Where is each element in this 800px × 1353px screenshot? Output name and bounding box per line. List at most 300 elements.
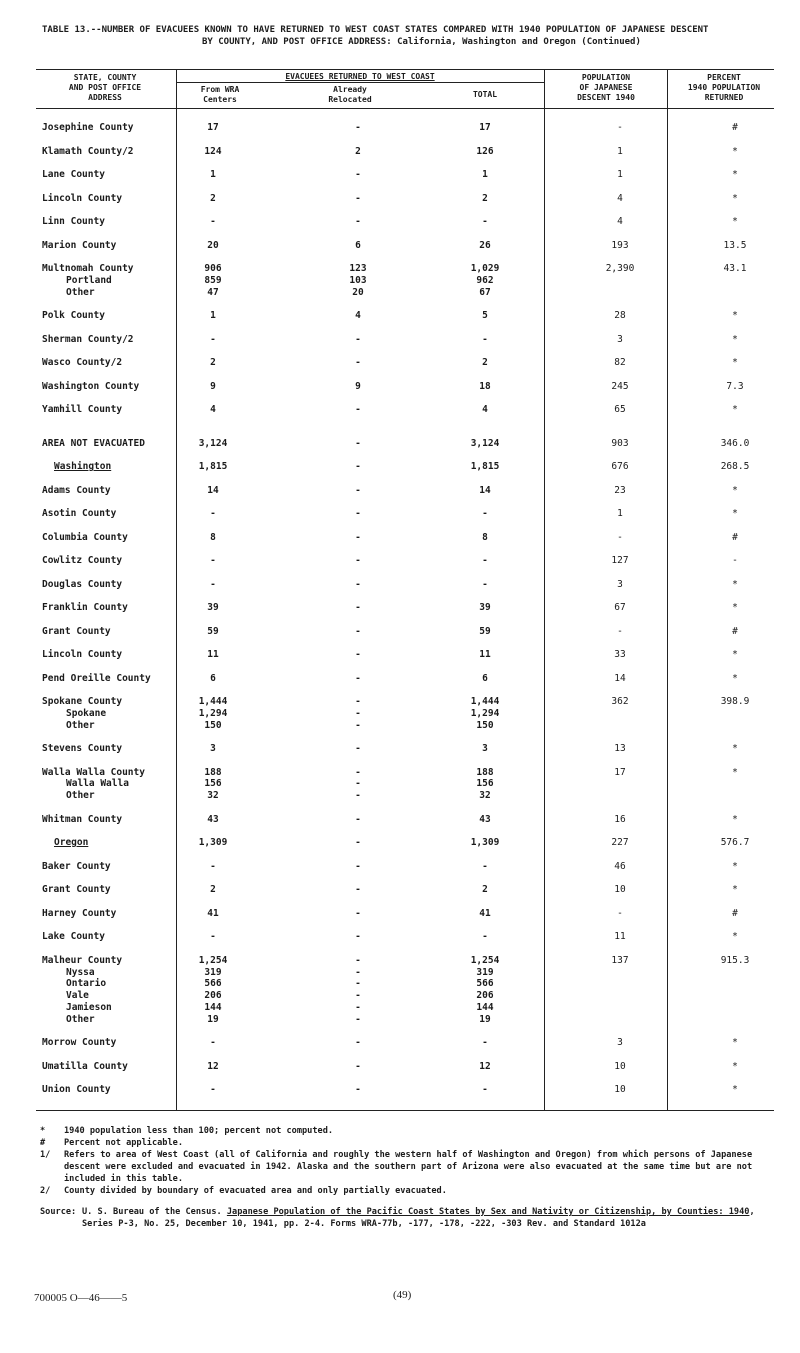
row-label: Cowlitz County xyxy=(42,555,123,566)
cell-from-wra: 3 xyxy=(210,743,216,754)
title-line-1: TABLE 13.--NUMBER OF EVACUEES KNOWN TO HAVE RETURNED TO WEST COAST STATES COMPARED WITH 1940 POPULATION OF JAPANESE DESCENT xyxy=(42,25,709,35)
cell-total: 1 xyxy=(482,169,488,180)
header-total: TOTAL xyxy=(472,90,498,99)
cell-from-wra: 1,309 xyxy=(198,837,228,848)
cell-population-1940: 1 xyxy=(617,169,623,180)
row-label: Umatilla County xyxy=(42,1061,128,1072)
header-already-relocated xyxy=(300,85,400,105)
cell-total: 1,815 xyxy=(470,461,500,472)
row-label: Harney County xyxy=(42,908,117,919)
cell-from-wra: 188 xyxy=(204,767,222,778)
cell-from-wra: 150 xyxy=(204,720,222,731)
header-line: Relocated xyxy=(328,95,372,104)
footnote xyxy=(40,1185,780,1197)
cell-percent-returned: # xyxy=(732,908,738,919)
cell-percent-returned: # xyxy=(732,532,738,543)
cell-total: 8 xyxy=(482,532,488,543)
print-code: 700005 O—46——5 xyxy=(34,1292,128,1304)
cell-already-relocated: 123 xyxy=(349,263,367,274)
cell-from-wra: 156 xyxy=(204,778,222,789)
cell-already-relocated: - xyxy=(355,626,361,637)
cell-already-relocated: - xyxy=(355,884,361,895)
row-label: Marion County xyxy=(42,240,117,251)
cell-from-wra: 20 xyxy=(207,240,219,251)
header-line: RETURNED xyxy=(704,93,744,102)
row-label: Washington xyxy=(54,461,112,472)
row-label: Whitman County xyxy=(42,814,123,825)
cell-population-1940: 245 xyxy=(611,381,629,392)
cell-from-wra: 319 xyxy=(204,967,222,978)
cell-from-wra: - xyxy=(210,334,216,345)
cell-population-1940: 17 xyxy=(614,767,626,778)
row-label: Other xyxy=(66,720,95,731)
row-label: Grant County xyxy=(42,884,111,895)
row-label: Lane County xyxy=(42,169,105,180)
cell-total: - xyxy=(482,579,488,590)
cell-already-relocated: - xyxy=(355,438,361,449)
cell-percent-returned: * xyxy=(732,169,738,180)
header-line: STATE, COUNTY xyxy=(73,73,137,82)
cell-total: 962 xyxy=(476,275,494,286)
cell-from-wra: 3,124 xyxy=(198,438,228,449)
header-line: Already xyxy=(333,85,367,94)
cell-total: 6 xyxy=(482,673,488,684)
header-percent xyxy=(669,73,779,103)
cell-percent-returned: * xyxy=(732,485,738,496)
cell-from-wra: 9 xyxy=(210,381,216,392)
cell-from-wra: 206 xyxy=(204,990,222,1001)
row-label: Pend Oreille County xyxy=(42,673,151,684)
cell-already-relocated: - xyxy=(355,720,361,731)
cell-percent-returned: * xyxy=(732,334,738,345)
cell-percent-returned: - xyxy=(732,555,738,566)
cell-total: 67 xyxy=(479,287,491,298)
cell-total: 18 xyxy=(479,381,491,392)
cell-already-relocated: - xyxy=(355,461,361,472)
cell-already-relocated: - xyxy=(355,404,361,415)
header-population xyxy=(546,73,666,103)
cell-population-1940: 3 xyxy=(617,1037,623,1048)
cell-total: 206 xyxy=(476,990,494,1001)
row-label: Asotin County xyxy=(42,508,117,519)
cell-total: 1,309 xyxy=(470,837,500,848)
source-pre: U. S. Bureau of the Census. xyxy=(82,1207,227,1217)
cell-percent-returned: * xyxy=(732,357,738,368)
header-line: 1940 POPULATION xyxy=(687,83,761,92)
source-text xyxy=(40,1206,780,1230)
cell-already-relocated: - xyxy=(355,334,361,345)
cell-percent-returned: # xyxy=(732,122,738,133)
cell-total: 3,124 xyxy=(470,438,500,449)
cell-already-relocated: - xyxy=(355,790,361,801)
cell-total: 156 xyxy=(476,778,494,789)
cell-from-wra: 906 xyxy=(204,263,222,274)
row-label: Adams County xyxy=(42,485,111,496)
cell-already-relocated: - xyxy=(355,673,361,684)
cell-population-1940: - xyxy=(617,626,623,637)
row-label: Morrow County xyxy=(42,1037,117,1048)
cell-total: - xyxy=(482,861,488,872)
cell-total: 14 xyxy=(479,485,491,496)
cell-percent-returned: * xyxy=(732,404,738,415)
cell-population-1940: 10 xyxy=(614,1061,626,1072)
header-line: Centers xyxy=(203,95,237,104)
cell-percent-returned: 915.3 xyxy=(720,955,750,966)
column-divider-2 xyxy=(544,69,545,1110)
cell-population-1940: 67 xyxy=(614,602,626,613)
cell-total: - xyxy=(482,1037,488,1048)
footnote-symbol: 2/ xyxy=(40,1186,51,1196)
cell-from-wra: - xyxy=(210,861,216,872)
cell-already-relocated: - xyxy=(355,485,361,496)
header-group: EVACUEES RETURNED TO WEST COAST xyxy=(285,72,435,81)
cell-from-wra: 2 xyxy=(210,193,216,204)
cell-percent-returned: # xyxy=(732,626,738,637)
cell-total: 1,254 xyxy=(470,955,500,966)
cell-percent-returned: * xyxy=(732,861,738,872)
row-label: Union County xyxy=(42,1084,111,1095)
row-label: Sherman County/2 xyxy=(42,334,134,345)
cell-already-relocated: 20 xyxy=(352,287,364,298)
cell-percent-returned: 268.5 xyxy=(720,461,750,472)
cell-population-1940: 10 xyxy=(614,1084,626,1095)
cell-already-relocated: - xyxy=(355,555,361,566)
cell-from-wra: 6 xyxy=(210,673,216,684)
footnote-symbol: # xyxy=(40,1138,46,1148)
header-bottom-rule xyxy=(36,108,774,109)
cell-population-1940: 362 xyxy=(611,696,629,707)
footnote-symbol: 1/ xyxy=(40,1150,51,1160)
cell-population-1940: - xyxy=(617,122,623,133)
cell-already-relocated: 9 xyxy=(355,381,361,392)
cell-from-wra: 41 xyxy=(207,908,219,919)
cell-population-1940: 1 xyxy=(617,146,623,157)
cell-percent-returned: * xyxy=(732,1037,738,1048)
cell-population-1940: 193 xyxy=(611,240,629,251)
cell-from-wra: 8 xyxy=(210,532,216,543)
source-title: Japanese Population of the Pacific Coast States by Sex and Nativity or Citizenship, by Counties: 1940 xyxy=(226,1207,750,1217)
cell-from-wra: 14 xyxy=(207,485,219,496)
cell-total: 19 xyxy=(479,1014,491,1025)
cell-total: - xyxy=(482,1084,488,1095)
cell-population-1940: 903 xyxy=(611,438,629,449)
cell-already-relocated: - xyxy=(355,861,361,872)
cell-from-wra: 1,294 xyxy=(198,708,228,719)
cell-from-wra: 1,815 xyxy=(198,461,228,472)
footnote xyxy=(40,1149,780,1185)
cell-already-relocated: - xyxy=(355,1002,361,1013)
footnote-symbol: * xyxy=(40,1126,46,1136)
cell-percent-returned: * xyxy=(732,310,738,321)
cell-percent-returned: 43.1 xyxy=(723,263,747,274)
table-bottom-rule xyxy=(36,1110,774,1111)
source-post: , Series P-3, No. 25, December 10, 1941, pp. 2-4. Forms WRA-77b, -177, -178, -222, -303 Rev. and Standard 1012a xyxy=(82,1207,755,1229)
row-label: Lincoln County xyxy=(42,649,123,660)
cell-total: 11 xyxy=(479,649,491,660)
cell-total: - xyxy=(482,508,488,519)
cell-already-relocated: - xyxy=(355,357,361,368)
cell-population-1940: 4 xyxy=(617,193,623,204)
row-label: Douglas County xyxy=(42,579,123,590)
row-label: Washington County xyxy=(42,381,140,392)
footnote-text: County divided by boundary of evacuated area and only partially evacuated. xyxy=(64,1186,447,1196)
cell-from-wra: 1 xyxy=(210,310,216,321)
row-label: Grant County xyxy=(42,626,111,637)
cell-already-relocated: - xyxy=(355,767,361,778)
cell-already-relocated: - xyxy=(355,908,361,919)
row-label: Ontario xyxy=(66,978,107,989)
cell-already-relocated: - xyxy=(355,602,361,613)
source-citation xyxy=(40,1206,780,1230)
cell-already-relocated: - xyxy=(355,122,361,133)
cell-percent-returned: 13.5 xyxy=(723,240,747,251)
cell-percent-returned: 346.0 xyxy=(720,438,750,449)
row-label: Other xyxy=(66,287,95,298)
cell-from-wra: 566 xyxy=(204,978,222,989)
cell-percent-returned: * xyxy=(732,767,738,778)
cell-percent-returned: * xyxy=(732,673,738,684)
group-header-rule xyxy=(176,82,544,83)
cell-total: 150 xyxy=(476,720,494,731)
row-label: Portland xyxy=(66,275,112,286)
header-from-wra xyxy=(180,85,260,105)
cell-from-wra: - xyxy=(210,508,216,519)
cell-population-1940: 3 xyxy=(617,334,623,345)
cell-total: - xyxy=(482,555,488,566)
source-label: Source: xyxy=(40,1207,77,1217)
cell-total: 566 xyxy=(476,978,494,989)
row-label: Wasco County/2 xyxy=(42,357,123,368)
cell-population-1940: - xyxy=(617,908,623,919)
row-label: Oregon xyxy=(54,837,89,848)
cell-percent-returned: * xyxy=(732,931,738,942)
row-label: Nyssa xyxy=(66,967,95,978)
cell-already-relocated: - xyxy=(355,1061,361,1072)
cell-already-relocated: - xyxy=(355,990,361,1001)
cell-total: - xyxy=(482,931,488,942)
cell-from-wra: 47 xyxy=(207,287,219,298)
cell-total: 39 xyxy=(479,602,491,613)
cell-from-wra: 2 xyxy=(210,884,216,895)
cell-from-wra: 17 xyxy=(207,122,219,133)
cell-from-wra: 43 xyxy=(207,814,219,825)
cell-from-wra: 1 xyxy=(210,169,216,180)
title-line-2: BY COUNTY, AND POST OFFICE ADDRESS: California, Washington and Oregon (Continued) xyxy=(202,37,641,47)
cell-from-wra: 39 xyxy=(207,602,219,613)
footnote-text: Refers to area of West Coast (all of California and roughly the western half of Washington and Oregon) from which persons of Japanese descent were excluded and evacuated in 1942. Alaska and the southern part of Arizona were also evacuated at the same time but are not included in this table. xyxy=(64,1150,753,1184)
cell-percent-returned: * xyxy=(732,743,738,754)
cell-from-wra: 2 xyxy=(210,357,216,368)
header-line: DESCENT 1940 xyxy=(577,93,635,102)
cell-total: 1,444 xyxy=(470,696,500,707)
footnotes xyxy=(40,1125,780,1197)
cell-population-1940: 227 xyxy=(611,837,629,848)
cell-already-relocated: 4 xyxy=(355,310,361,321)
cell-percent-returned: * xyxy=(732,146,738,157)
header-line: AND POST OFFICE xyxy=(68,83,142,92)
cell-percent-returned: * xyxy=(732,814,738,825)
column-divider-1 xyxy=(176,69,177,1110)
cell-total: 126 xyxy=(476,146,494,157)
row-label: Spokane xyxy=(66,708,107,719)
row-label: Walla Walla xyxy=(66,778,129,789)
cell-already-relocated: - xyxy=(355,931,361,942)
cell-percent-returned: * xyxy=(732,1084,738,1095)
cell-already-relocated: - xyxy=(355,169,361,180)
cell-percent-returned: * xyxy=(732,1061,738,1072)
cell-population-1940: 46 xyxy=(614,861,626,872)
cell-from-wra: 59 xyxy=(207,626,219,637)
row-label: Yamhill County xyxy=(42,404,123,415)
cell-already-relocated: - xyxy=(355,837,361,848)
header-state-county xyxy=(40,73,170,103)
cell-already-relocated: - xyxy=(355,696,361,707)
cell-population-1940: 137 xyxy=(611,955,629,966)
row-label: Spokane County xyxy=(42,696,123,707)
cell-total: 59 xyxy=(479,626,491,637)
cell-percent-returned: 398.9 xyxy=(720,696,750,707)
cell-already-relocated: - xyxy=(355,1014,361,1025)
cell-total: - xyxy=(482,334,488,345)
row-label: Baker County xyxy=(42,861,111,872)
cell-from-wra: - xyxy=(210,555,216,566)
cell-total: 2 xyxy=(482,357,488,368)
row-label: Josephine County xyxy=(42,122,134,133)
cell-total: 41 xyxy=(479,908,491,919)
footnote xyxy=(40,1137,780,1149)
cell-already-relocated: - xyxy=(355,955,361,966)
cell-percent-returned: * xyxy=(732,649,738,660)
table-title xyxy=(42,24,772,48)
cell-population-1940: 2,390 xyxy=(605,263,635,274)
cell-population-1940: 82 xyxy=(614,357,626,368)
cell-from-wra: 12 xyxy=(207,1061,219,1072)
cell-from-wra: 19 xyxy=(207,1014,219,1025)
header-line: ADDRESS xyxy=(88,93,122,102)
cell-total: 1,029 xyxy=(470,263,500,274)
row-label: Lake County xyxy=(42,931,105,942)
cell-percent-returned: * xyxy=(732,579,738,590)
cell-already-relocated: - xyxy=(355,978,361,989)
row-label: Franklin County xyxy=(42,602,128,613)
row-label: Stevens County xyxy=(42,743,123,754)
cell-population-1940: 4 xyxy=(617,216,623,227)
cell-from-wra: 1,254 xyxy=(198,955,228,966)
cell-total: 26 xyxy=(479,240,491,251)
cell-population-1940: 33 xyxy=(614,649,626,660)
cell-from-wra: - xyxy=(210,1037,216,1048)
cell-total: 2 xyxy=(482,193,488,204)
footnote-text: Percent not applicable. xyxy=(64,1138,183,1148)
cell-population-1940: 16 xyxy=(614,814,626,825)
cell-percent-returned: * xyxy=(732,884,738,895)
row-label: Jamieson xyxy=(66,1002,112,1013)
cell-total: 144 xyxy=(476,1002,494,1013)
cell-percent-returned: * xyxy=(732,508,738,519)
cell-already-relocated: - xyxy=(355,649,361,660)
cell-total: 43 xyxy=(479,814,491,825)
cell-already-relocated: - xyxy=(355,814,361,825)
header-line: From WRA xyxy=(200,85,240,94)
cell-already-relocated: - xyxy=(355,743,361,754)
cell-population-1940: 28 xyxy=(614,310,626,321)
cell-from-wra: 144 xyxy=(204,1002,222,1013)
cell-from-wra: 32 xyxy=(207,790,219,801)
cell-already-relocated: - xyxy=(355,193,361,204)
cell-already-relocated: - xyxy=(355,1037,361,1048)
page-number: (49) xyxy=(393,1289,412,1301)
cell-population-1940: 13 xyxy=(614,743,626,754)
cell-percent-returned: * xyxy=(732,216,738,227)
cell-percent-returned: 7.3 xyxy=(726,381,744,392)
cell-population-1940: 1 xyxy=(617,508,623,519)
cell-from-wra: - xyxy=(210,216,216,227)
cell-already-relocated: - xyxy=(355,532,361,543)
row-label: Klamath County/2 xyxy=(42,146,134,157)
cell-total: 1,294 xyxy=(470,708,500,719)
row-label: Other xyxy=(66,790,95,801)
cell-total: 12 xyxy=(479,1061,491,1072)
cell-population-1940: 676 xyxy=(611,461,629,472)
cell-total: 17 xyxy=(479,122,491,133)
cell-percent-returned: * xyxy=(732,602,738,613)
row-label: Polk County xyxy=(42,310,105,321)
cell-population-1940: 127 xyxy=(611,555,629,566)
cell-total: 32 xyxy=(479,790,491,801)
cell-total: - xyxy=(482,216,488,227)
cell-already-relocated: 6 xyxy=(355,240,361,251)
cell-population-1940: 65 xyxy=(614,404,626,415)
cell-already-relocated: - xyxy=(355,778,361,789)
cell-from-wra: - xyxy=(210,579,216,590)
cell-already-relocated: - xyxy=(355,216,361,227)
row-label: Other xyxy=(66,1014,95,1025)
cell-population-1940: - xyxy=(617,532,623,543)
row-label: Multnomah County xyxy=(42,263,134,274)
cell-from-wra: - xyxy=(210,1084,216,1095)
cell-already-relocated: - xyxy=(355,708,361,719)
row-label: Columbia County xyxy=(42,532,128,543)
row-label: Lincoln County xyxy=(42,193,123,204)
footnote xyxy=(40,1125,780,1137)
row-label: Walla Walla County xyxy=(42,767,145,778)
cell-from-wra: 124 xyxy=(204,146,222,157)
cell-already-relocated: - xyxy=(355,508,361,519)
cell-already-relocated: - xyxy=(355,967,361,978)
cell-percent-returned: 576.7 xyxy=(720,837,750,848)
cell-total: 3 xyxy=(482,743,488,754)
header-line: PERCENT xyxy=(707,73,741,82)
cell-population-1940: 23 xyxy=(614,485,626,496)
cell-from-wra: - xyxy=(210,931,216,942)
cell-from-wra: 11 xyxy=(207,649,219,660)
cell-from-wra: 859 xyxy=(204,275,222,286)
cell-total: 188 xyxy=(476,767,494,778)
table-top-rule xyxy=(36,69,774,70)
cell-percent-returned: * xyxy=(732,193,738,204)
cell-already-relocated: - xyxy=(355,1084,361,1095)
row-label: Linn County xyxy=(42,216,105,227)
row-label: AREA NOT EVACUATED xyxy=(42,438,145,449)
cell-population-1940: 14 xyxy=(614,673,626,684)
row-label: Malheur County xyxy=(42,955,123,966)
cell-total: 319 xyxy=(476,967,494,978)
cell-from-wra: 4 xyxy=(210,404,216,415)
cell-total: 5 xyxy=(482,310,488,321)
footnote-text: 1940 population less than 100; percent not computed. xyxy=(64,1126,334,1136)
cell-population-1940: 11 xyxy=(614,931,626,942)
cell-population-1940: 3 xyxy=(617,579,623,590)
